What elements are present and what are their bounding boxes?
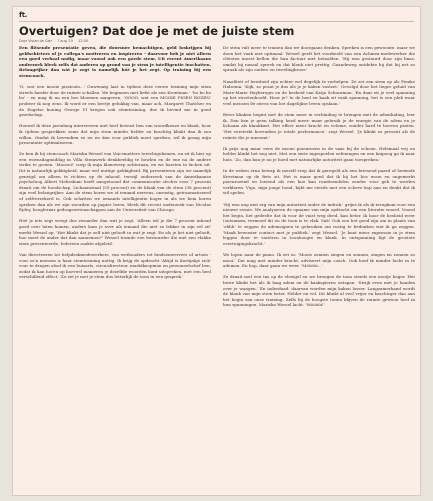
site-logo[interactable]: ft. [19, 11, 28, 19]
article-paragraph: Nasaliteit of heesheid zijn echter wel degelijk te verhelpen. Ze zet een stem op als Femke Halsema. 'Kijk, zo praat je dus als je je kaken vastzet.' Gevolgd door het lieger geluid van Mare-Marie Huyberegts en de hesheid van Katja Schuurman. 'En daar zit je veel spanning op het strottenhoofd. Hoor je? In de heel en kaak zit vaak spanning, het is een plek waar veel mensen de stress van het dagelijkse leven opslaan.' [223, 78, 415, 106]
byline-author: Door Vivian de Gier [19, 39, 53, 43]
byline-date: 7 aug '15 [57, 39, 74, 43]
article-paragraph: De stem valt meer te trainen dan we doorgaans denken. Spreken is een gewoonte, maar we doen het vaak niet optimaal. Wessel geeft het voorbeeld van een Achmea-medewerker die cliënten moest bellen die hun factuur niet betaalden. 'Hij was gestuurd door zijn baas, omdat hij nasaal spreek en dat klonk niet prettig. Gaandeweg ontdekte hij dat hij net zo spraak als zijn ouders en tweelingbroer.' [223, 45, 415, 73]
article-paragraph: Ik prijs nog maar eens de mooie pioenrozen in de vaas bij de schoen. Helemaal vrij en helder klinkt het nog niet. Met een serie ingespoelen oefeningen en een knipoog ga ik naar huis. 'Zo, dan kun je nu je hoed met natuurlijke autoriteit gaan toespreken.' [223, 145, 415, 162]
article-title: Overtuigen? Dat doe je met de juiste stem [19, 24, 295, 38]
article-paragraph: Hoewel ik deze jarenlang interviewen met heel bewust ben van woordkeuze en klank, hoor ik tijdens gesprekken soms dat mijn stem minder helder en krachtig klinkt dan ik zou willen. Omdat ik bovendien zo nu en dan voor publiek moet spreken, wil ik graag mijn presentatie optimaliseren. [19, 123, 211, 146]
article-paragraph: We lopen naar de piano. Ik zet in: 'Mooie zonnen zingen en zonnen, zingen en zonnen zo mooi.' Dat mag met minder kracht, adviseert mijn coach. Ook hoef ik minder lucht in te ademen. En hop, daar gaan we weer. 'Mööööi...' [223, 251, 415, 269]
article-paragraph: Hóé je iets zegt weegt dus zwaarder dan wát je zegt. 'Alleen wil je die 7 procent inhoud goed over laten komen, anders kom je over als iemand die niet zo lekker in zijn vel zit' merkt Wessel op. 'Het klinkt dat je zelf niet gelooft in wat je zegt. En als je het niet gelooft, hoe moet de ander dat dan aannemen?' Wessel trainde een bestuurder die met een vlakke stem presenteerde. Iedereen raakte afgeleid. [19, 218, 211, 246]
article-lead: Een flitsende presentatie geven, die doorsnee bemachtigen, geld loskrijgen bij geldschieters of je collega's motiveren en inspireren - daarvoor heb je niet alleen een goed verhaal nodig, maar vooral ook een goede stem. Uit recent Amerikaans onderzoek bleek zelfs dat anderen op grond van je stem je intelligentie inschatten. Belangrijker dan wát je zegt is namelijk hóé je het zegt. Op training bij een stemcoach. [19, 45, 211, 78]
article-paragraph: Ze draait met een tas op de vloeigel en we brengen de toon steeds een nootje hoger. Het beste klinkt het als ik laag adem en de kaakspieren ontspan. 'Strijk even met je handen over je wangen.' En inderdaad: daarvan worden mijn kaken losser. Langzamerhand wordt de klank van mijn stem beter. Helder en vol. Dit klinkt al veel vrijer en krachtiger dan aan het begin van onze training. Zelfs bij de hoogste tonen blijven de ruimte gewoon heel in hun spanningen. Mariska Wessel lacht. 'Mööööi!' [223, 274, 415, 308]
article-paragraph: In de weken erna betrap ik mezelf erop dat ik geregeld als een briesend paard of loeiende Kreetman op de fiets zit. Het is maar goed dat ik bij het bos woon en ongemerkt pioenrozend en loeiend als een koe kan rondwandelen zonder voor gek te worden verklaren. Vigo, mijn jonge hond, kijkt me steeds met een scheve kop aan en denkt dat ik wil spelen. [223, 168, 415, 196]
article-paragraph: Ze ben ik bij stemcoach Mariska Wessel van Voicematters terechtgekomen, en zit ik hier op een woensdagmiddag in Villa Stemwerk denkbeeldig te bowlen en de ene na de andere strike te gooien. 'Mooooi!' roep ik mijn klanowerp achteraan, en we barsten in lachen uit. Dit is natuurlijk gekkigheid, maar wel nuttige gekkigheid. Bij presenteren zijn we namelijk geneigd om alleen te richten op de inhoud, terwijl onderzoek van de Amerikaanse psycholoog Albert Mehrabian heeft aangetoond dat communicatie slechts voor 7 procent draait om de boodschap. Lichaamstaal (55 procent) en de klank van de stem (38 procent) zijn veel belangrijker. Aan de stem horen we of iemand nerveus, onrustig, getraumatiseerd of zelfverzekerd is. Ook schatten we iemands intelligentie hoger in als we hem horen spreken dan als we zijn woorden op papier lezen, bleek dit recent onderzoek van Nicolas Epley, hoogleraar gedragswetenschappen aan de Universiteit van Chicago. [19, 151, 211, 213]
header-divider [19, 21, 414, 22]
article-paragraph: 'O, wat een mooie pizzicato...' Ouwenaig laat in tijdens deze eerste training mijn stem streels harder door de ruimte schallen. We beginnen met liefst als een Kroetman - 'bo bo bo bo' - en mag ik nu een bos bloemen aangeven. 'OOOO, wat een MOOIE PIOEN ROZEN' probeer ik nog eens. Ik word er een beetje gelukkig van, maar ach, Margaret Thatcher en de Engelse koning George VI kregen ook stemtraining, dus ik bevind me in goed gezelschap. [19, 84, 211, 118]
article-page [12, 6, 421, 496]
article-paragraph: 'Hij was nog niet erg van mijn autoriteit onder de indruk,' grijns ik als ik terugkom voor een nieuwe sessie. We analyseren de opname van mijn opdracht om een literatie woord. Vooral het begin, het gedeelte dat ik voor de vuist weg deed, kan beter. Ik hoor de hesheid weer (ontsnmen, vermoed ik) en de toon is te vlak. Sää! Ook zou het goed zijn om in plaats van 'ehhh' te zeggen de ademsignen te gebruiken om rustig te bedenken wat ik ga zeggen. 'Maak bewuster contact met je publiek,' zegt Wessel. 'Je kunt meer expressie in je stem leggen door te variëren in toonhoogte en klank. In ontspanning ligt de grootste overtuigingskracht.' [223, 201, 415, 246]
article-paragraph: Van directeuren tot helpdeskmedewerkers, van wethouders tot fondsenwervers of artsen - voor zo'n mensen is haar stemtraining nuttig. Ik krijg de opdracht 'Altijd is Koritjakje zick' voor te dragen alsof ik een huisarts, circusdirecteur, marktkoopman en personeelschef ben, zodat ik kan horen op hoeveel manieren je dezelfde woorden kunt uitspreken, met een heel verschillend effect. 'Zo zet je met je stem dus letterlijk de toon in een gesprek.' [19, 251, 211, 280]
article-byline [19, 39, 92, 43]
article-column-left [19, 45, 211, 491]
article-column-right [223, 45, 415, 491]
byline-time: 12:00 [78, 39, 88, 43]
article-paragraph: Beter klinken begint met de stem meer in verbinding te brengen met de ademhaling, leer ik. Dan ben je geen talking head meer, maar gebruik je de energie van de adem en je lichaam als klankkast. Het effect meer kracht en volume, zonder hard te hoeven praten. 'Het versterkt bovendien je totale performance,' zegt Wessel. 'Je klinkt zo present als de ruimte die je inneemt.' [223, 112, 415, 140]
